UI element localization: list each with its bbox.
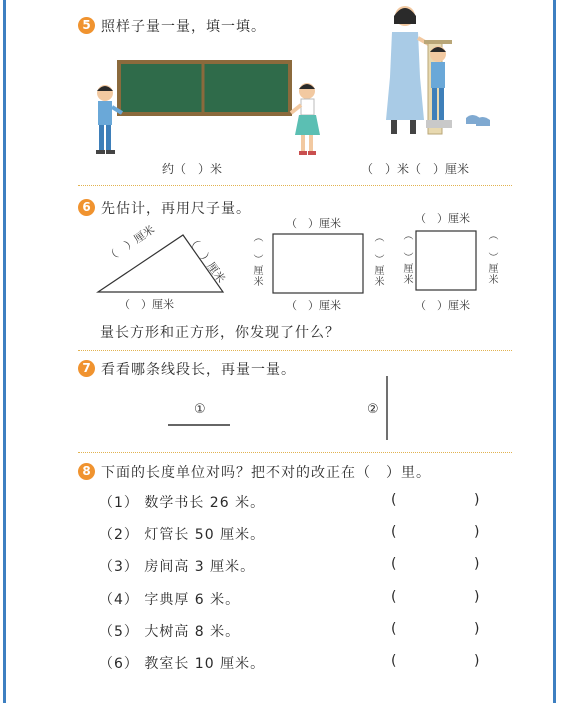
q8-answer-2-open: ( <box>391 524 397 540</box>
q8-item-2: （2） 灯管长 50 厘米。 <box>99 527 266 543</box>
segment-2-label: ② <box>367 402 379 417</box>
triangle-base-label: （ ）厘米 <box>119 298 174 311</box>
q8-answer-3-close: ) <box>474 556 480 572</box>
question-8-title: 下面的长度单位对吗？把不对的改正在（ ）里。 <box>101 465 431 481</box>
question-6-followup: 量长方形和正方形，你发现了什么？ <box>100 325 340 341</box>
question-7-badge: 7 <box>78 360 95 377</box>
question-6-title: 先估计，再用尺子量。 <box>101 201 251 217</box>
q8-item-6: （6） 教室长 10 厘米。 <box>99 656 266 672</box>
q8-item-1: （1） 数学书长 26 米。 <box>99 495 266 511</box>
blackboard-illustration <box>90 55 300 165</box>
separator <box>78 185 512 186</box>
q8-answer-2-close: ) <box>474 524 480 540</box>
rectangle-shape <box>272 233 367 295</box>
q8-answer-1-open: ( <box>391 492 397 508</box>
rectangle-bottom-label: （ ）厘米 <box>286 299 341 312</box>
rectangle-left-label: （ ）厘米 <box>251 232 262 287</box>
q8-item-4: （4） 字典厚 6 米。 <box>99 592 241 608</box>
q8-answer-3-open: ( <box>391 556 397 572</box>
square-top-label: （ ）厘米 <box>415 212 470 225</box>
segment-1-line <box>168 424 232 428</box>
triangle-left-side-label: （ ）厘米 <box>104 222 157 265</box>
question-7-title: 看看哪条线段长，再量一量。 <box>101 362 296 378</box>
segment-1-label: ① <box>194 402 206 417</box>
segment-2-line <box>386 376 390 442</box>
question-5-badge: 5 <box>78 17 95 34</box>
q8-answer-4-close: ) <box>474 589 480 605</box>
q8-answer-6-close: ) <box>474 653 480 669</box>
q5-answer-right: （ ）米（ ）厘米 <box>361 162 470 176</box>
q8-item-5: （5） 大树高 8 米。 <box>99 624 241 640</box>
measuring-height-illustration <box>380 2 495 142</box>
q8-answer-6-open: ( <box>391 653 397 669</box>
square-right-label: （ ）厘米 <box>486 230 497 285</box>
square-shape <box>415 230 480 292</box>
separator <box>78 350 512 351</box>
q8-answer-5-close: ) <box>474 621 480 637</box>
q8-answer-1-close: ) <box>474 492 480 508</box>
triangle-right-side-label: （ ）厘米 <box>184 233 228 286</box>
rectangle-top-label: （ ）厘米 <box>286 217 341 230</box>
square-left-label: （ ）厘米 <box>401 230 412 285</box>
square-bottom-label: （ ）厘米 <box>415 299 470 312</box>
q8-item-3: （3） 房间高 3 厘米。 <box>99 559 256 575</box>
separator <box>78 452 512 453</box>
question-5-title: 照样子量一量，填一填。 <box>101 19 266 35</box>
q8-answer-4-open: ( <box>391 589 397 605</box>
question-8-badge: 8 <box>78 463 95 480</box>
q8-answer-5-open: ( <box>391 621 397 637</box>
question-6-badge: 6 <box>78 199 95 216</box>
rectangle-right-label: （ ）厘米 <box>372 232 383 287</box>
q5-answer-left: 约（ ）米 <box>162 162 223 176</box>
